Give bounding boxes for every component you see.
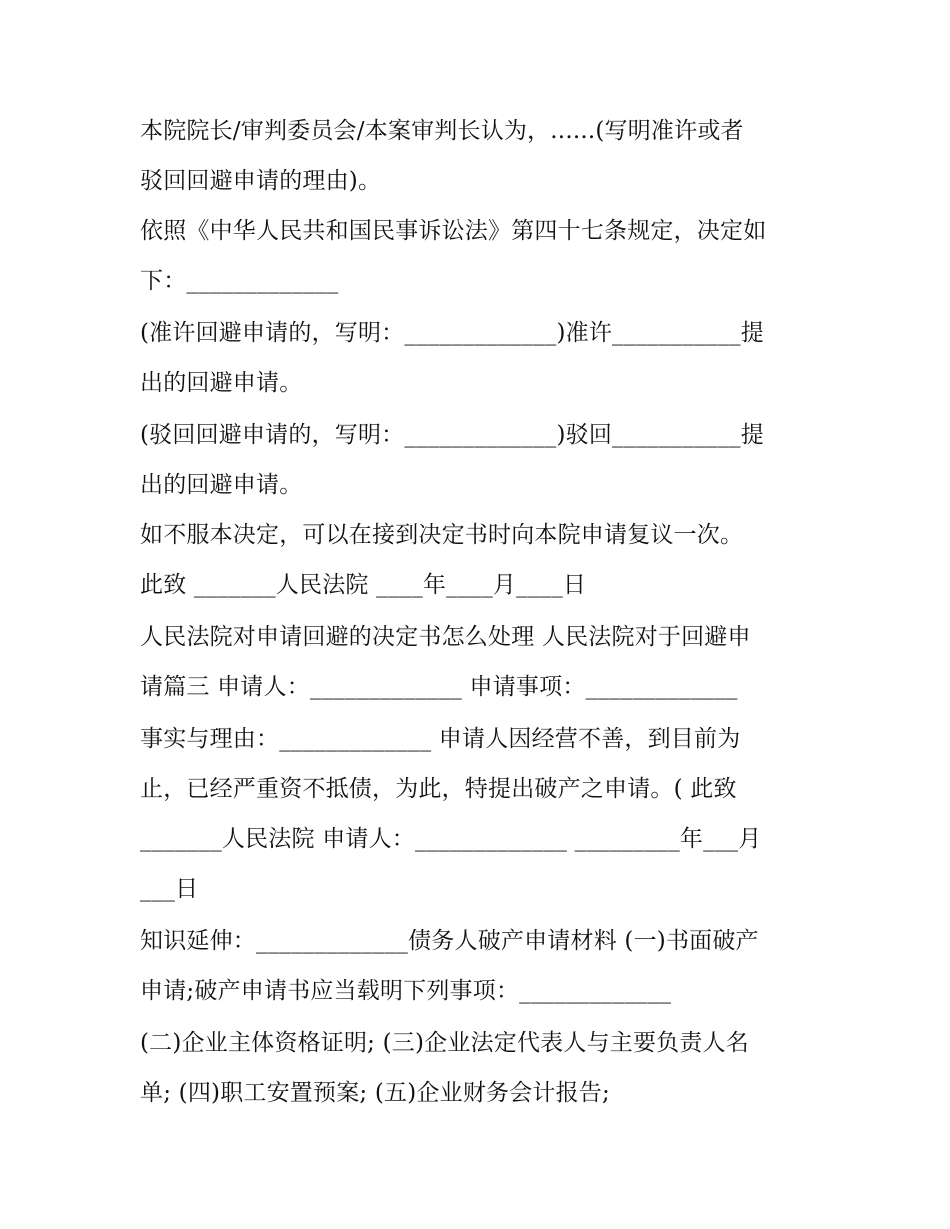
text-line-1: 本院院长/审判委员会/本案审判长认为，......(写明准许或者 (140, 118, 744, 144)
text-line-19: (二)企业主体资格证明; (三)企业法定代表人与主要负责人名 (140, 1030, 749, 1056)
text-line-14: 止，已经严重资不抵债，为此，特提出破产之申请。( 此致 (140, 776, 737, 802)
text-line-5: (准许回避申请的，写明：_____________)准许___________提 (140, 320, 764, 346)
text-line-9: 如不服本决定，可以在接到决定书时向本院申请复议一次。 (140, 522, 744, 548)
text-line-17: 知识延伸：_____________债务人破产申请材料 (一)书面破产 (140, 928, 759, 954)
text-line-11: 人民法院对申请回避的决定书怎么处理 人民法院对于回避申 (140, 624, 751, 650)
text-line-8: 出的回避申请。 (140, 472, 303, 498)
text-line-10: 此致 _______人民法院 ____年____月____日 (140, 572, 587, 598)
text-line-6: 出的回避申请。 (140, 370, 303, 396)
text-line-2: 驳回回避申请的理由)。 (140, 168, 382, 194)
text-line-3: 依照《中华人民共和国民事诉讼法》第四十七条规定，决定如 (140, 218, 767, 244)
text-line-16: ___日 (140, 876, 199, 902)
text-line-15: _______人民法院 申请人：_____________ _________年___月 (140, 826, 762, 852)
text-line-18: 申请;破产申请书应当载明下列事项：_____________ (140, 978, 672, 1004)
text-line-7: (驳回回避申请的，写明：_____________)驳回___________提 (140, 422, 764, 448)
text-line-13: 事实与理由：_____________ 申请人因经营不善，到目前为 (140, 726, 741, 752)
text-line-20: 单; (四)职工安置预案; (五)企业财务会计报告; (140, 1080, 610, 1106)
text-line-4: 下：_____________ (140, 268, 339, 294)
text-line-12: 请篇三 申请人：_____________ 申请事项：_____________ (140, 674, 738, 700)
